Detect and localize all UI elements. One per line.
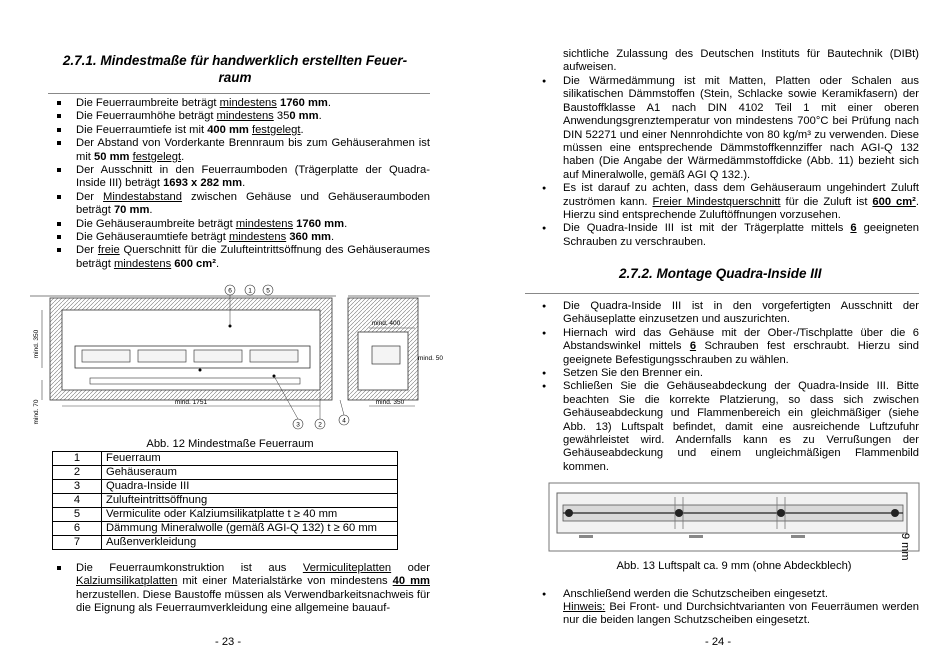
insert-top-view-photo — [549, 483, 919, 561]
list-item: Der Mindestabstand zwischen Gehäuse und Gehäuseraumboden beträgt 70 mm. — [52, 191, 430, 218]
list-item: ● Anschließend werden die Schutzscheiben eingesetzt. — [539, 588, 919, 601]
section-title-line1: 2.7.1. Mindestmaße für handwerklich erstellten Feuer- — [62, 53, 408, 68]
dim-label-400: mind. 400 — [371, 320, 401, 327]
section-title-line2: raum — [218, 70, 252, 85]
hint-label: Hinweis: — [563, 601, 606, 613]
list-item: ● Die Wärmedämmung ist mit Matten, Platten oder Schalen aus silikatischen Dämmstoffen (Stein, Schlacke sowie Keramikfasern) der Baustoffklasse A1 nach DIN 4102 Teil 1 mit einer oberen Anwendungsgrenztemperatur von mindestens 700°C bei Prüfung nach DIN 52271 und einer Nennrohdichte von 80 kg/m³ zu verwenden. Diese müssen eine entsprechende Dämmstoffkennziffer nach AGI-Q 132 haben (Die Angabe der Wärmedämmstoffdicke (Abb. 11) bezieht sich auf Mineralwolle, gemäß AGI Q 132.). — [539, 75, 919, 182]
photo-label: 9 mm — [899, 533, 911, 561]
dim-label-70: mind. 70 — [33, 399, 40, 425]
figure-12-caption: Abb. 12 Mindestmaße Feuerraum — [146, 438, 314, 450]
table-row: 5 Vermiculite oder Kalziumsilikatplatte t ≥ 40 mm — [53, 508, 398, 522]
dim-label-1751: mind. 1751 — [174, 399, 208, 406]
marker-4: 4 — [342, 417, 346, 425]
table-row: 7 Außenverkleidung — [53, 536, 398, 550]
list-item: Die Feuerraumbreite beträgt mindestens 1760 mm. — [52, 97, 430, 110]
marker-1: 1 — [248, 287, 252, 295]
insulation-list — [539, 75, 919, 249]
marker-5: 5 — [266, 287, 270, 295]
final-step-list — [539, 588, 919, 601]
marker-3: 3 — [296, 421, 300, 429]
requirements-list — [52, 97, 430, 271]
installation-list — [539, 300, 919, 474]
table-row: 6 Dämmung Mineralwolle (gemäß AGI-Q 132) t ≥ 60 mm — [53, 522, 398, 536]
construction-list — [52, 562, 430, 616]
dim-label-350: mind. 350 — [33, 329, 40, 359]
table-row: 1 Feuerraum — [53, 452, 398, 466]
page-number: - 23 - — [215, 636, 242, 648]
list-item: ● Schließen Sie die Gehäuseabdeckung der Quadra-Inside III. Bitte beachten Sie die korrekte Platzierung, so dass sich zwischen Gehäuseabdeckung und Flammenbereich ein gleichmäßiger (siehe Abb. 13) Luftspalt befindet, damit eine ausreichende Luftzufuhr gewährleistet wird. Andernfalls kann es zu Verrußungen der Gehäuseabdeckung und einem ungleichmäßigen Flammenbild kommen. — [539, 380, 919, 474]
floor-plan-drawing — [30, 282, 443, 434]
list-item: Die Feuerraumtiefe ist mit 400 mm festgelegt. — [52, 124, 430, 137]
table-row: 4 Zulufteintrittsöffnung — [53, 494, 398, 508]
title-divider — [525, 293, 919, 294]
table-row: 3 Quadra-Inside III — [53, 480, 398, 494]
marker-2: 2 — [318, 421, 322, 429]
dim-label-50: mind. 50 — [418, 355, 443, 362]
marker-6: 6 — [228, 287, 232, 295]
list-item: Der freie Querschnitt für die Zulufteintrittsöffnung des Gehäuseraumes beträgt mindestens 600 cm². — [52, 244, 430, 271]
hint-paragraph — [563, 601, 919, 628]
list-item: Die Feuerraumkonstruktion ist aus Vermiculiteplatten oder Kalziumsilikatplatten mit einer Materialstärke von mindestens 40 mm herzustellen. Diese Baustoffe müssen als Verwendbarkeitsnachweis für die Eignung als Feuerraumverkleidung eine allgemeine bauauf- — [52, 562, 430, 616]
list-item: Der Abstand von Vorderkante Brennraum bis zum Gehäuserahmen ist mit 50 mm festgelegt. — [52, 137, 430, 164]
carrier-plate — [90, 378, 300, 384]
continuation-text: sichtliche Zulassung des Deutschen Instituts für Bautechnik (DIBt) aufweisen. — [563, 48, 919, 74]
page-number: - 24 - — [705, 636, 732, 648]
hint-text: Bei Front- und Durchsichtvarianten von Feuerräumen werden nur die beiden langen Schutzscheiben eingesetzt. — [563, 601, 919, 627]
list-item: ● Setzen Sie den Brenner ein. — [539, 367, 919, 380]
figure-13-caption: Abb. 13 Luftspalt ca. 9 mm (ohne Abdeckblech) — [616, 560, 852, 572]
list-item: ● Die Quadra-Inside III ist in den vorgefertigten Ausschnitt der Gehäuseplatte einzusetzen und auszurichten. — [539, 300, 919, 327]
table-row: 2 Gehäuseraum — [53, 466, 398, 480]
section-title-271 — [40, 52, 430, 86]
list-item: Die Gehäuseraumtiefe beträgt mindestens 360 mm. — [52, 231, 430, 244]
section-title-272: 2.7.2. Montage Quadra-Inside III — [619, 266, 822, 281]
list-item: ● Die Quadra-Inside III ist mit der Trägerplatte mittels 6 geeigneten Schrauben zu verschrauben. — [539, 222, 919, 249]
title-divider — [48, 93, 430, 94]
list-item: Die Feuerraumhöhe beträgt mindestens 350 mm. — [52, 110, 430, 123]
list-item: Die Gehäuseraumbreite beträgt mindestens 1760 mm. — [52, 218, 430, 231]
dim-label-350b: mind. 350 — [375, 399, 405, 406]
legend-table — [52, 451, 398, 550]
right-page — [475, 0, 950, 667]
list-item: ● Es ist darauf zu achten, dass dem Gehäuseraum ungehindert Zuluft zuströmen kann. Freier Mindestquerschnitt für die Zuluft ist 600 cm². Hierzu sind entsprechende Zuluftöffnungen vorzusehen. — [539, 182, 919, 222]
list-item: ● Hiernach wird das Gehäuse mit der Ober-/Tischplatte über die 6 Abstandswinkel mittels 6 Schrauben fest erschraubt. Hierzu sind geeignete Befestigungsschrauben zu wählen. — [539, 327, 919, 367]
list-item: Der Ausschnitt in den Feuerraumboden (Trägerplatte der Quadra-Inside III) beträgt 1693 x 282 mm. — [52, 164, 430, 191]
